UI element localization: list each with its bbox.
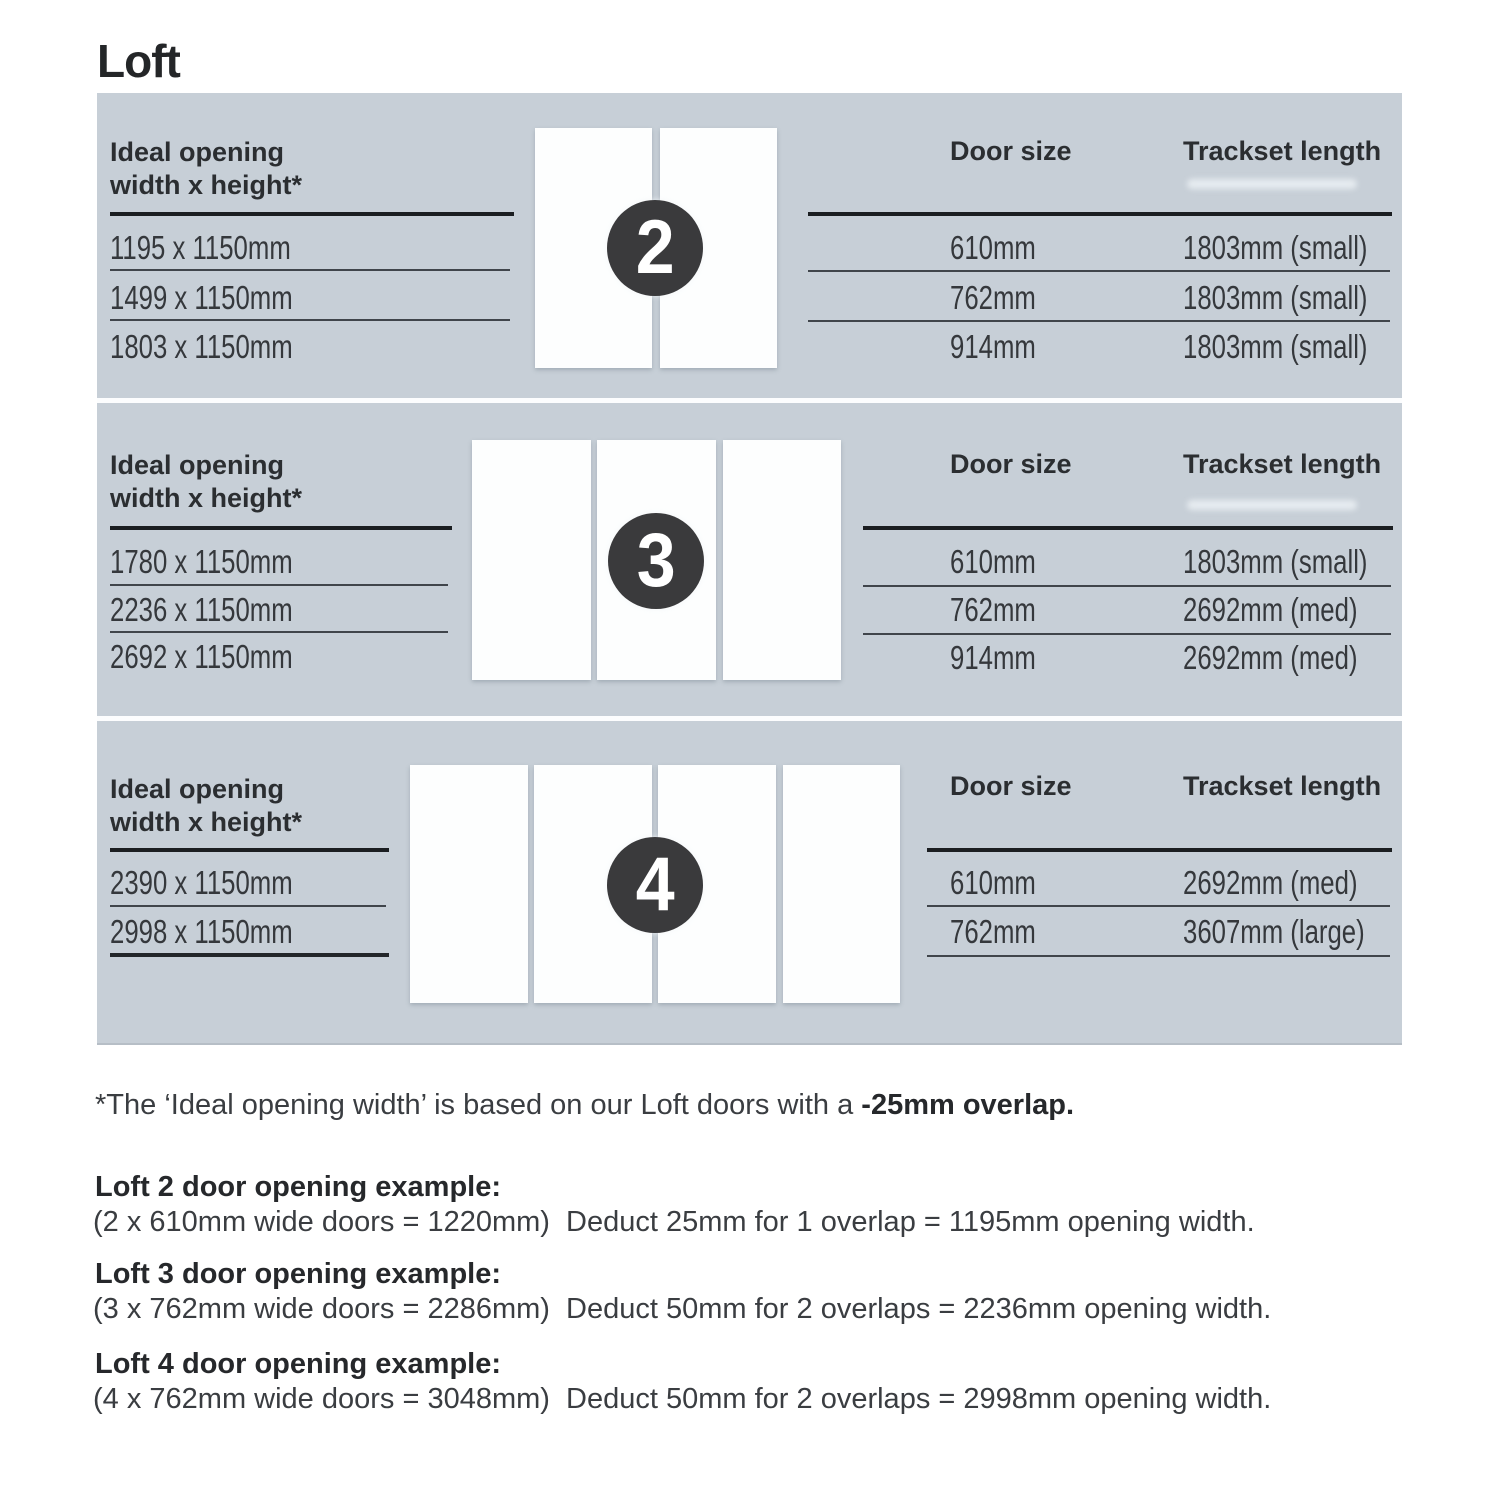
example-title-loft-3: Loft 3 door opening example:	[95, 1258, 502, 1290]
trackset-cell: 2692mm (med)	[1183, 639, 1358, 676]
row-rule	[110, 905, 386, 907]
opening-size-row: 1499 x 1150mm	[110, 279, 293, 316]
row-rule	[110, 953, 389, 957]
opening-size-header: Ideal opening width x height*	[110, 137, 302, 200]
example-body-loft-2: (2 x 610mm wide doors = 1220mm) Deduct 25mm for 1 overlap = 1195mm opening width.	[93, 1206, 1255, 1238]
door-size-header: Door size	[950, 136, 1072, 166]
door-size-cell: 914mm	[950, 328, 1036, 365]
door-count-badge: 2	[607, 200, 703, 296]
door-size-cell: 610mm	[950, 543, 1036, 580]
door-size-header: Door size	[950, 449, 1072, 479]
spec-panel	[97, 93, 1402, 1045]
footnote-bold: -25mm overlap.	[861, 1089, 1075, 1121]
door-size-cell: 762mm	[950, 913, 1036, 950]
door-size-cell: 610mm	[950, 864, 1036, 901]
opening-size-row: 2998 x 1150mm	[110, 913, 293, 950]
opening-size-row: 1195 x 1150mm	[110, 229, 291, 266]
trackset-cell: 2692mm (med)	[1183, 864, 1358, 901]
door-size-cell: 610mm	[950, 229, 1036, 266]
door-size-cell: 762mm	[950, 279, 1036, 316]
footnote: *The ‘Ideal opening width’ is based on our Loft doors with a -25mm overlap.	[95, 1089, 1075, 1121]
trackset-cell: 1803mm (small)	[1183, 229, 1368, 266]
example-title-loft-4: Loft 4 door opening example:	[95, 1348, 502, 1380]
trackset-cell: 1803mm (small)	[1183, 543, 1368, 580]
door-size-cell: 914mm	[950, 639, 1036, 676]
opening-size-row: 2390 x 1150mm	[110, 864, 293, 901]
example-body-loft-3: (3 x 762mm wide doors = 2286mm) Deduct 50mm for 2 overlaps = 2236mm opening width.	[93, 1293, 1272, 1325]
header-rule	[110, 848, 389, 852]
trackset-cell: 1803mm (small)	[1183, 328, 1368, 365]
opening-size-row: 1803 x 1150mm	[110, 328, 293, 365]
header-rule	[927, 848, 1392, 852]
example-body-loft-4: (4 x 762mm wide doors = 3048mm) Deduct 50mm for 2 overlaps = 2998mm opening width.	[93, 1383, 1272, 1415]
door-panel	[783, 765, 900, 1003]
row-rule	[927, 905, 1390, 907]
section-loft-4-door	[97, 93, 1402, 1043]
trackset-cell: 2692mm (med)	[1183, 591, 1358, 628]
page-title: Loft	[97, 35, 180, 87]
trackset-header: Trackset length	[1183, 771, 1382, 801]
trackset-cell: 1803mm (small)	[1183, 279, 1368, 316]
opening-size-header: Ideal opening width x height*	[110, 774, 302, 837]
opening-size-row: 1780 x 1150mm	[110, 543, 293, 580]
trackset-header: Trackset length	[1183, 449, 1382, 479]
door-count-badge: 4	[607, 837, 703, 933]
opening-size-row: 2692 x 1150mm	[110, 638, 293, 675]
example-title-loft-2: Loft 2 door opening example:	[95, 1171, 502, 1203]
door-size-header: Door size	[950, 771, 1072, 801]
door-panel	[410, 765, 528, 1003]
trackset-cell: 3607mm (large)	[1183, 913, 1365, 950]
opening-size-row: 2236 x 1150mm	[110, 591, 293, 628]
door-count-badge: 3	[608, 513, 704, 609]
door-size-cell: 762mm	[950, 591, 1036, 628]
row-rule	[927, 955, 1390, 957]
opening-size-header: Ideal opening width x height*	[110, 450, 302, 513]
trackset-header: Trackset length	[1183, 136, 1382, 166]
